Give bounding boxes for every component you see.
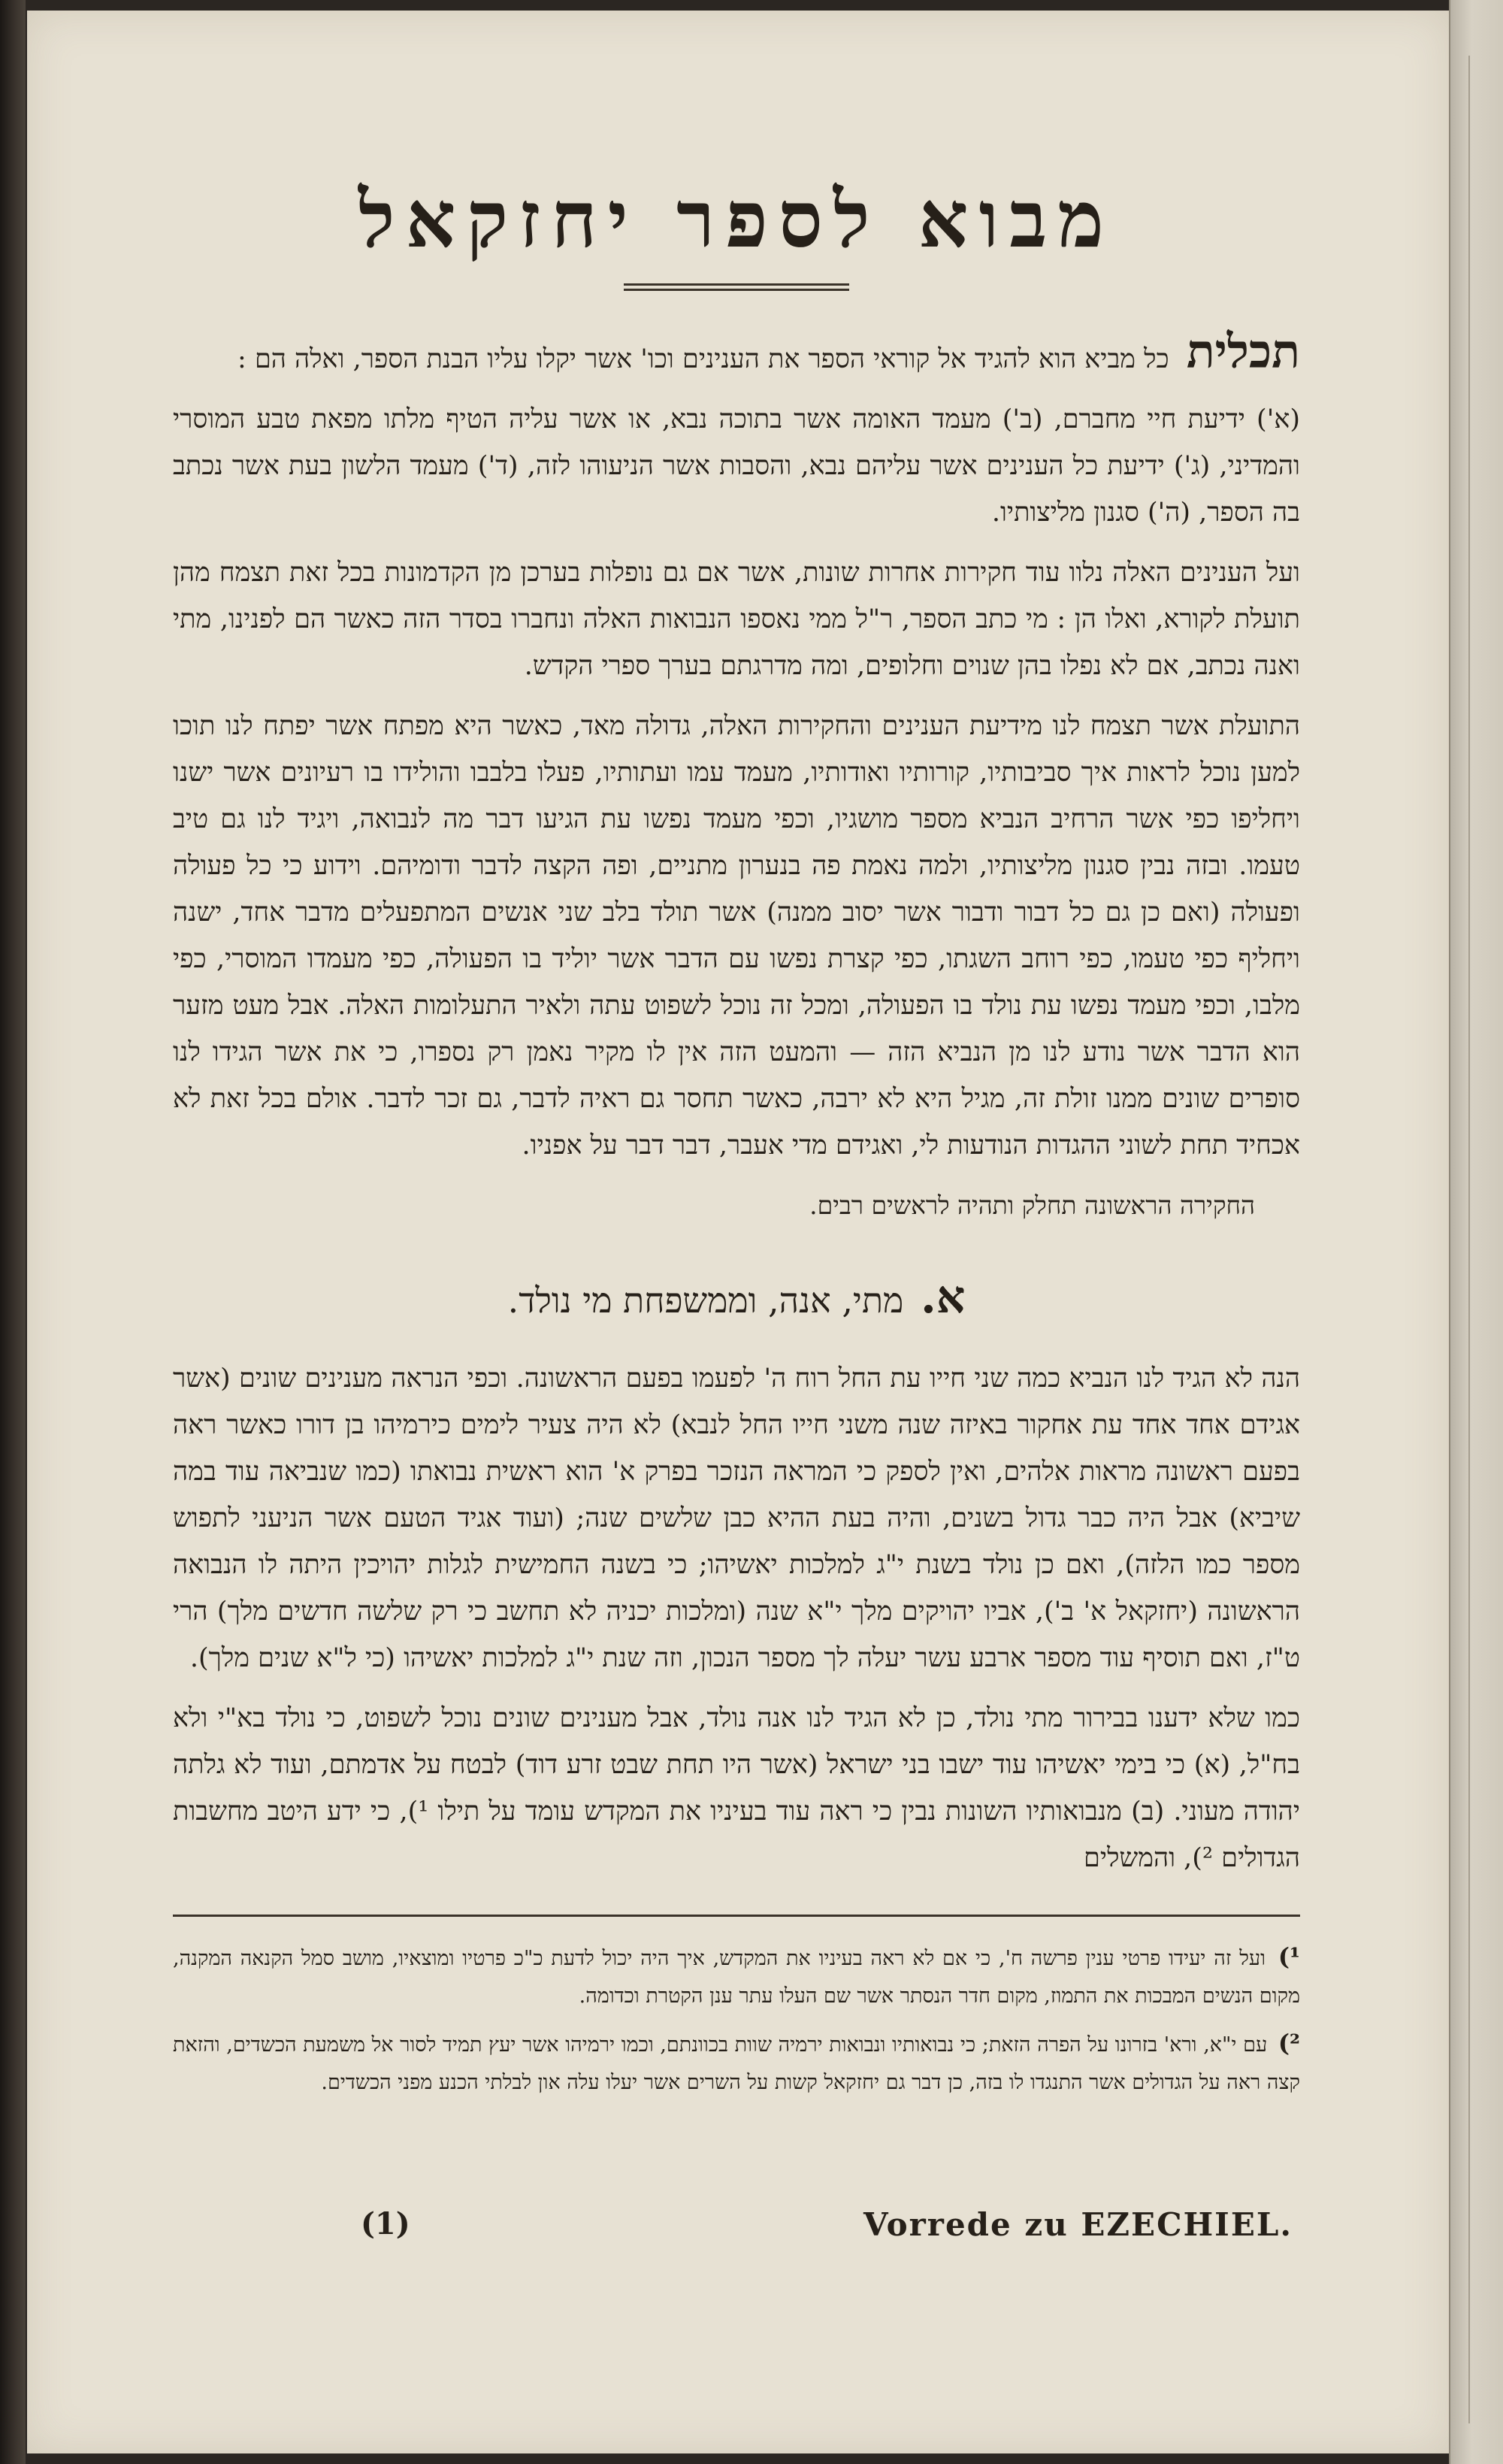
benefit-paragraph: התועלת אשר תצמח לנו מידיעת הענינים והחקירות האלה, גדולה מאד, כאשר היא מפתח אשר יפתח לנו תוכו למען נוכל לראות איך סביבותיו, קורותיו ואודותיו, מעמד עמו ועתותיו, פעלו בלבבו והולידו בו רעיונים אשר ישנו ויחליפו כפי אשר הרחיב הנביא מספר מושגיו, וכפי מעמד נפשו עת הגיעו דבר מה לנבואה, ויגיד לנו גם טיב טעמו. ובזה נבין סגנון מליצותיו, ולמה נאמת פה בנערון מתניים, ופה הקצה לדבר ודומיהם. וידוע כי כל פעולה ופעולה (ואם כן גם כל דבור ודבור אשר יסוב ממנה) אשר תולד בלב שני אנשים המתפעלים מדבר אחד, ישנה ויחליף כפי טעמו, כפי רוחב השגתו, כפי קצרת נפשו עם הדבר אשר יוליד בו הפעולה, כפי מעמדו המוסרי, כפי מלבו, וכפי מעמד נפשו עת נולד בו הפעולה, ומכל זה נוכל לשפוט עתה ולאיר התעלומות האלה. אבל מעט מזער הוא הדבר אשר נודע לנו מן הנביא הזה — והמעט הזה אין לו מקיר נאמן רק נספרו, כי את אשר הגידו לנו סופרים שונים ממנו זולת זה, מגיל היא לא ירבה, כאשר תחסר גם ראיה לדבר, גם זכר לדבר. אולם בכל זאת לא אכחיד תחת לשוני ההגדות הנודעות לי, ואגידם מדי אעבר, דבר דבר על אפניו. — [173, 710, 1300, 1161]
running-title: Vorrede zu EZECHIEL. — [863, 2206, 1293, 2243]
page-content — [173, 173, 1300, 2111]
section-a-paragraph-1: הנה לא הגיד לנו הנביא כמה שני חייו עת החל רוח ה' לפעמו בפעם הראשונה. וכפי הנראה מענינים שונים (אשר אגידם אחד אחד עת אחקור באיזה שנה משני חייו החל לנבא) לא היה צעיר לימים כירמיהו בן דורו כאשר ראה בפעם ראשונה מראות אלהים, ואין לספק כי המראה הנזכר בפרק א' הוא ראשית נבואתו (כמו שנביאה עוד במה שיביא) אבל היה כבר גדול בשנים, והיה בעת ההיא כבן שלשים שנה; (ועוד אגיד הטעם אשר הניעני לתפוש מספר כמו הלזה), ואם כן נולד בשנת י"ג למלכות יאשיהו; כי בשנה החמישית לגלות יהויכין היתה לו הנבואה הראשונה (יחזקאל א' ב'), אביו יהויקים מלך י"א שנה (ומלכות יכניה לא תחשב כי רק שלשה חדשים מלך) הרי ט"ז, ואם תוסיף עוד מספר ארבע עשר יעלה לך מספר הנכון, וזה שנת י"ג למלכות יאשיהו (כי ל"א שנים מלך). — [173, 1363, 1300, 1673]
page-footer — [361, 2206, 1293, 2243]
section-a-heading — [173, 1271, 1300, 1324]
title-ornament-rule — [624, 283, 849, 291]
page-title: מבוא לספר יחזקאל — [358, 173, 1114, 265]
footnotes — [173, 1938, 1300, 2102]
section-a-paragraph-2: כמו שלא ידענו בבירור מתי נולד, כן לא הגיד לנו אנה נולד, אבל מענינים שונים נוכל לשפוט, כי נולד בא"י ולא בח"ל, (א) כי בימי יאשיהו עוד ישבו בני ישראל (אשר היו תחת שבט זרע דוד) לבטח על אדמתם, ועוד לא גלתה יהודה מעוני. (ב) מנבואותיו השונות נבין כי ראה עוד בעיניו את המקדש עומד על תילו ¹), כי ידע היטב מחשבות הגדולים ²), והמשלים — [173, 1703, 1300, 1873]
footnote — [173, 2024, 1300, 2102]
footnote — [173, 1938, 1300, 2015]
purpose-lead-word: תכלית — [1186, 323, 1300, 379]
book-binding — [0, 0, 26, 2464]
purpose-paragraph — [173, 323, 1300, 383]
footnote-marker: ²) — [1278, 2028, 1300, 2057]
first-inquiry-intro: החקירה הראשונה תחלק ותהיה לראשים רבים. — [809, 1190, 1255, 1220]
next-page-edge — [1449, 0, 1503, 2464]
footnote-divider — [173, 1915, 1300, 1917]
footnote-text: עם י"א, ורא' בזרונו על הפרה הזאת; כי נבואותיו ונבואות ירמיה שוות בכוונתם, וכמו ירמיהו אשר יעץ תמיד לסור אל משמעת הכשדים, והזאת קצה ראה על הגדולים אשר התנגדו לו בזה, כן דבר גם יחזקאל קשות על השרים אשר יעלו עלה און לבלתי הכנע מפני הכשדים. — [173, 2033, 1300, 2094]
footnote-marker: ¹) — [1278, 1942, 1300, 1971]
additional-inquiries-paragraph: ועל הענינים האלה נלוו עוד חקירות אחרות שונות, אשר אם גם נופלות בערכן מן הקדמונות בכל זאת תצמח מהן תועלת לקורא, ואלו הן : מי כתב הספר, ר"ל ממי נאספו הנבואות האלה ונחברו בסדר הזה כאשר הם לפנינו, מתי ואנה נכתב, אם לא נפלו בהן שנוים וחלופים, ומה מדרגתם בערך ספרי הקדש. — [173, 557, 1300, 681]
purpose-text: כל מביא הוא להגיד אל קוראי הספר את הענינים וכו' אשר יקלו עליו הבנת הספר, ואלה הם : — [237, 344, 1169, 374]
page-fold-line — [1468, 56, 1470, 2423]
topics-paragraph: (א') ידיעת חיי מחברם, (ב') מעמד האומה אשר בתוכה נבא, או אשר עליה הטיף מלתו מפאת טבע המוסרי והמדיני, (ג') ידיעת כל הענינים אשר עליהם נבא, והסבות אשר הניעוהו לזה, (ד') מעמד הלשון בעת אשר נכתב בה הספר, (ה') סגנון מליצותיו. — [173, 404, 1300, 528]
section-a-letter: א. — [920, 1270, 966, 1324]
footnote-text: ועל זה יעידו פרטי ענין פרשה ח', כי אם לא ראה בעיניו את המקדש, איך היה יכול לדעת כ"כ פרטיו ומוצאיו, מושב סמל הקנאה המקנה, מקום הנשים המבכות את התמוז, מקום חדר הנסתר אשר שם העלו עתר ענן הקטרת וכדומה. — [173, 1946, 1300, 2008]
section-a-title: מתי, אנה, וממשפחת מי נולד. — [507, 1279, 904, 1321]
page-number: (1) — [361, 2206, 410, 2242]
